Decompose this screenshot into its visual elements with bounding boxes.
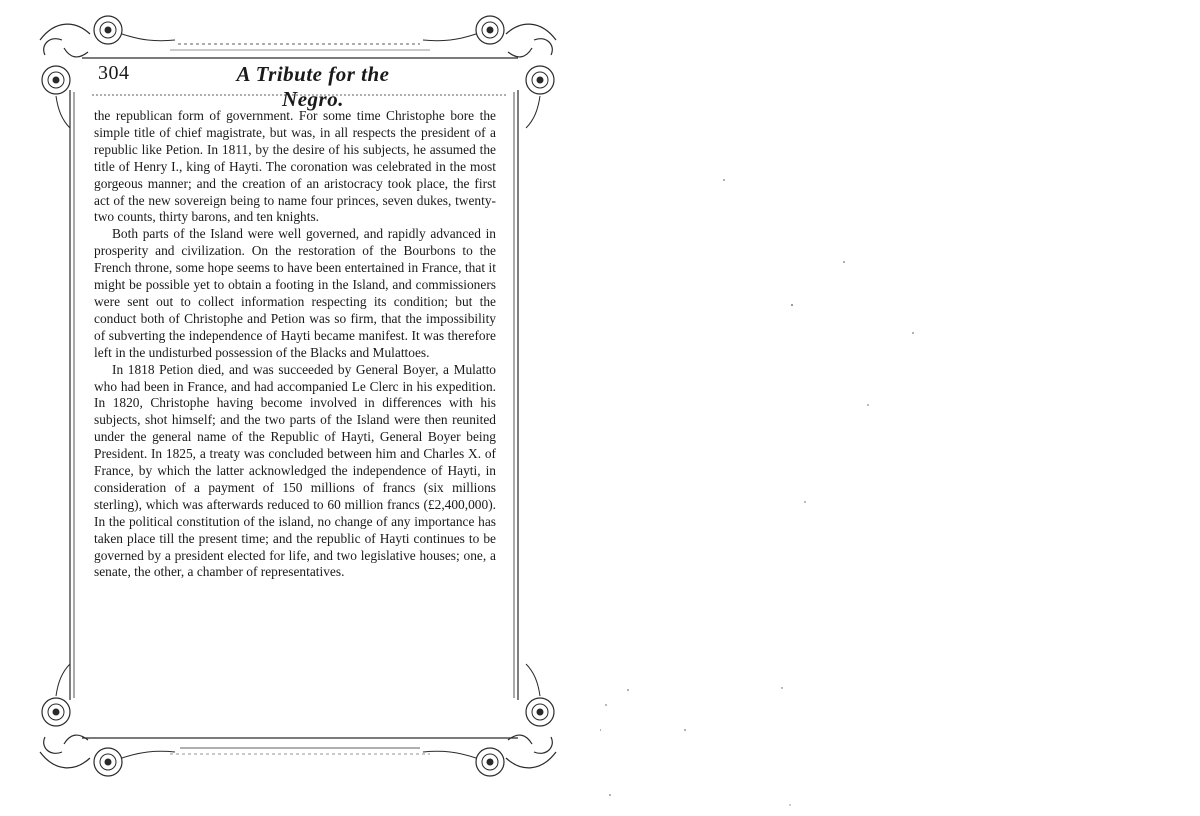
blank-facing-page [600,0,1200,816]
page-number: 304 [98,62,130,84]
corner-ornament-bottom-left [40,664,175,776]
body-text [94,108,496,581]
paragraph: the republican form of government. For some time Christophe bore the simple title of chief magistrate, but was, in all respects the president of a republic like Petion. In 1811, by the desire of his subjects, he assumed the title of Henry I., king of Hayti. The coronation was celebrated in the most gorgeous manner; and the creation of an aristocracy took place, the first act of the new sovereign being to name four princes, seven dukes, twenty-two counts, thirty barons, and ten knights. [94,108,496,225]
corner-ornament-bottom-right [423,664,556,776]
page-header [98,62,498,111]
paragraph: Both parts of the Island were well governed, and rapidly advanced in prosperity and civilization. On the restoration of the Bourbons to the French throne, some hope seems to have been entertained in France, that it might be possible yet to obtain a footing in the Island, and commissioners were sent out to collect information respecting its condition; but the conduct both of Christophe and Petion was so firm, that the impossibility of subverting the independence of Hayti became manifest. It was therefore left in the undisturbed possession of the Blacks and Mulattoes. [94,226,496,360]
paragraph: In 1818 Petion died, and was succeeded by General Boyer, a Mulatto who had been in France, and had accompanied Le Clerc in his expedition. In 1820, Christophe having become involved in differences with his subjects, shot himself; and the two parts of the Island were then reunited under the general name of the Republic of Hayti, General Boyer being President. In 1825, a treaty was concluded between him and Charles X. of France, by which the latter acknowledged the independence of Hayti, in consideration of a payment of 150 millions of francs (six millions sterling), which was afterwards reduced to 60 million francs (£2,400,000). In the political constitution of the island, no change of any importance has taken place till the present time; and the republic of Hayti continues to be governed by a president elected for life, and two legislative houses; one, a senate, the other, a chamber of representatives. [94,361,496,580]
running-title: A Tribute for the Negro. [236,62,390,111]
